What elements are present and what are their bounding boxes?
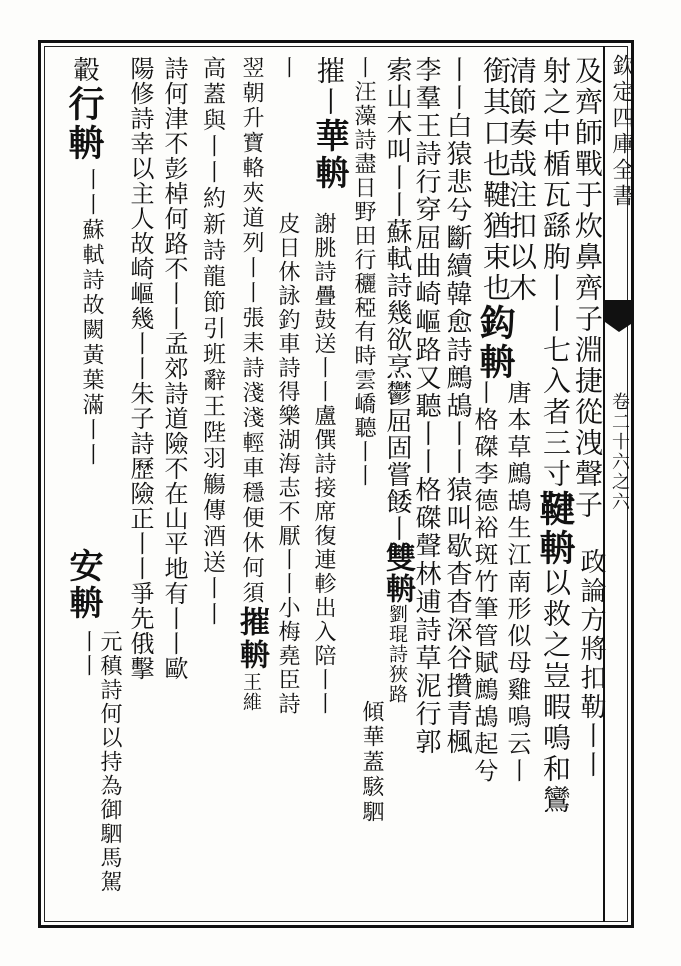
column-note: 王維: [240, 672, 262, 712]
text-column-2b: [578, 548, 604, 780]
column-note: 傾華蓋駭駟: [359, 700, 384, 825]
column-text: 及齊師戰于炊鼻齊子淵捷從洩聲子: [571, 56, 604, 521]
text-column-15-note-2: [76, 630, 120, 900]
headword: 行輈: [63, 85, 105, 163]
text-column-6: [413, 56, 439, 756]
column-note: 謝朓詩疊鼓送丨丨盧僎詩接席復連軫出入陪丨丨: [311, 212, 336, 716]
text-column-4-note-b: [505, 380, 529, 785]
text-column-2: [534, 56, 576, 816]
text-column-9-note: [312, 212, 334, 716]
text-column-8-note: [360, 700, 382, 825]
text-column-15-note: [80, 168, 102, 468]
headword: 摧輈: [234, 606, 269, 672]
text-column-5: [444, 56, 470, 756]
column-text: 李羣王詩行穿屈曲崎嶇路又聽丨丨格磔聲林逋詩草泥行郭: [411, 56, 441, 756]
text-column-4: [474, 56, 516, 382]
fishtail-mark: [605, 300, 634, 322]
column-note: 唐本草鷓鴣生江南形似母雞鳴云丨: [503, 380, 531, 785]
column-note: 皮日休詠釣車詩得樂湖海志不厭丨丨小梅堯臣詩: [275, 212, 300, 716]
column-text: 射之中楯瓦繇朐丨丨七入者三寸: [539, 56, 572, 490]
text-column-13: [162, 56, 186, 681]
text-column-10: [276, 56, 298, 81]
text-column-12: [200, 56, 223, 628]
column-text: 以救之豈暇鳴和鸞: [539, 568, 572, 816]
column-text: 丨丨白猿悲兮斷續韓愈詩鷓鴣丨丨猿叫歇杳杳深谷攢青楓: [442, 56, 472, 756]
text-column-10-note: [276, 212, 298, 716]
text-column-15-headword-2: [63, 548, 103, 622]
column-note: 丨丨蘇軾詩故闕黃葉滿丨丨: [79, 168, 104, 468]
column-text: 轂: [69, 56, 99, 85]
text-column-14: [128, 56, 152, 681]
volume-number: 卷二十六之六: [609, 392, 630, 512]
column-note: 政論方將扣勒丨丨: [576, 548, 606, 780]
column-text: 陽修詩幸以主人故崎嶇幾丨丨朱子詩歷險正丨丨爭先俄擊: [126, 56, 154, 681]
headword: 雙輈: [380, 542, 415, 604]
text-column-7: [380, 56, 415, 704]
column-text: 詩何津不彭棹何路不丨丨孟郊詩道險不在山平地有丨丨歐: [160, 56, 188, 681]
column-text: 銜其口也鞬猶束也: [479, 56, 512, 304]
column-text: 清節奏哉注扣以木: [505, 56, 538, 304]
text-column-15: [63, 56, 105, 163]
column-note: 劉琨詩狹路: [386, 604, 408, 704]
headword: 華輈: [309, 118, 349, 192]
headword: 鞬輈: [534, 490, 576, 568]
text-column-1: [571, 56, 604, 521]
column-text: 丨: [275, 56, 300, 81]
column-note: 丨格磔李德裕斑竹筆管賦鷓鴣起兮: [470, 380, 498, 785]
column-text: 摧丨: [313, 56, 346, 118]
column-text: 丨汪藻詩盡日野田行穲稏有時雲嶠聽丨丨: [351, 56, 376, 488]
text-column-9: [309, 56, 349, 192]
column-note: 元稹詩何以持為御駟馬駕丨丨: [75, 630, 122, 894]
text-column-8: [352, 56, 374, 488]
column-text: 索山木叫丨丨蘇軾詩幾欲烹鬱屈固嘗餧丨: [382, 56, 412, 542]
text-column-11: [234, 56, 269, 712]
headword: 安輈: [63, 548, 103, 622]
text-column-4-note: [472, 380, 496, 785]
headword: 鈎輈: [474, 304, 516, 382]
column-text: 高蓋與丨丨約新詩龍節引班辭王陛羽觴傳酒送丨丨: [199, 56, 225, 628]
collection-title: 欽定四庫全書: [609, 54, 634, 210]
column-text: 翌朝升寶輅夾道列丨丨張耒詩淺淺輕車穩便休何須: [239, 56, 264, 606]
